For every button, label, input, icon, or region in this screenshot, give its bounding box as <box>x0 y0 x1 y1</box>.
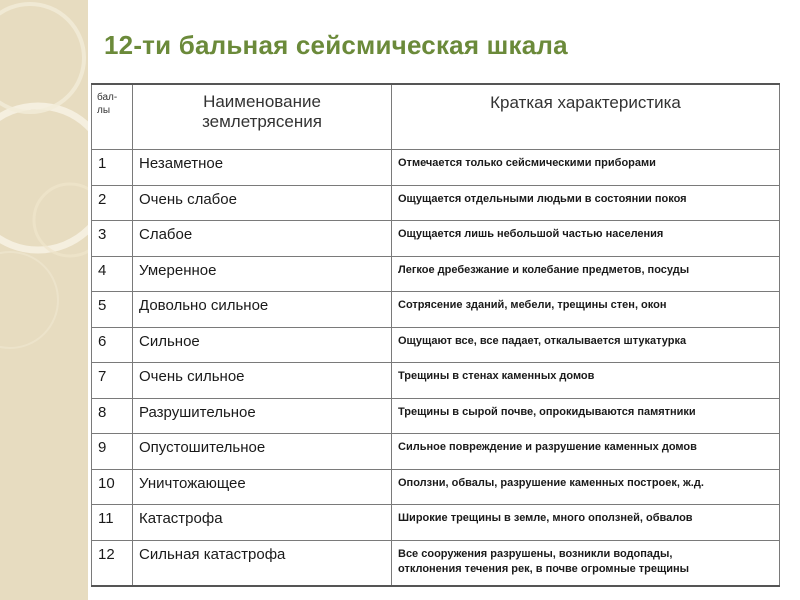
row-score: 5 <box>92 292 133 328</box>
row-name: Довольно сильное <box>133 292 392 328</box>
row-name: Незаметное <box>133 150 392 186</box>
row-description <box>392 150 780 186</box>
row-description-line: Широкие трещины в земле, много оползней, обвалов <box>398 512 693 524</box>
row-description <box>392 185 780 221</box>
table-row <box>92 185 780 221</box>
row-description <box>392 363 780 399</box>
row-description <box>392 398 780 434</box>
row-description-line: Трещины в сырой почве, опрокидываются памятники <box>398 405 696 418</box>
row-description-line: Ощущается лишь небольшой частью населения <box>398 228 664 240</box>
row-description-line: отклонения течения рек, в почве огромные трещины <box>398 562 690 575</box>
row-description-line: Легкое дребезжание и колебание предметов, посуды <box>398 263 690 276</box>
row-score: 2 <box>92 185 133 221</box>
header-name: Наименование землетрясения <box>133 84 392 150</box>
row-name: Очень сильное <box>133 363 392 399</box>
row-name: Очень слабое <box>133 185 392 221</box>
decorative-circles-graphic <box>0 0 88 600</box>
row-description <box>392 256 780 292</box>
row-score: 1 <box>92 150 133 186</box>
row-score: 6 <box>92 327 133 363</box>
row-score: 10 <box>92 469 133 505</box>
row-name: Разрушительное <box>133 398 392 434</box>
row-score: 9 <box>92 434 133 470</box>
row-description <box>392 221 780 257</box>
row-name: Умеренное <box>133 256 392 292</box>
slide-title: 12-ти бальная сейсмическая шкала <box>104 30 568 60</box>
row-description <box>392 327 780 363</box>
row-description-line: Ощущают все, все падает, откалывается штукатурка <box>398 334 687 347</box>
row-score: 11 <box>92 505 133 541</box>
table-row <box>92 505 780 541</box>
header-score: бал- лы <box>92 84 133 150</box>
table-row <box>92 256 780 292</box>
row-score: 12 <box>92 540 133 586</box>
row-name: Опустошительное <box>133 434 392 470</box>
row-score: 8 <box>92 398 133 434</box>
row-score: 4 <box>92 256 133 292</box>
row-score: 3 <box>92 221 133 257</box>
row-name: Катастрофа <box>133 505 392 541</box>
table-row <box>92 221 780 257</box>
decorative-sidebar <box>0 0 88 600</box>
row-description-line: Сотрясение зданий, мебели, трещины стен, окон <box>398 299 667 311</box>
table-row <box>92 327 780 363</box>
row-score: 7 <box>92 363 133 399</box>
table-row <box>92 292 780 328</box>
header-description: Краткая характеристика <box>392 84 780 150</box>
row-description-line: Оползни, обвалы, разрушение каменных построек, ж.д. <box>398 476 704 489</box>
table-row <box>92 363 780 399</box>
row-description-line: Ощущается отдельными людьми в состоянии покоя <box>398 192 687 205</box>
table-row <box>92 469 780 505</box>
row-description <box>392 540 780 586</box>
row-name: Сильная катастрофа <box>133 540 392 586</box>
table-row <box>92 434 780 470</box>
table-header-row <box>92 84 780 150</box>
row-description-line: Отмечается только сейсмическими приборами <box>398 157 656 169</box>
row-name: Сильное <box>133 327 392 363</box>
table-row <box>92 398 780 434</box>
row-description <box>392 505 780 541</box>
table-row <box>92 540 780 586</box>
row-description <box>392 469 780 505</box>
row-description <box>392 434 780 470</box>
table-body <box>92 150 780 586</box>
row-name: Слабое <box>133 221 392 257</box>
row-description-line: Все сооружения разрушены, возникли водопады, <box>398 547 673 560</box>
row-description-line: Сильное повреждение и разрушение каменных домов <box>398 441 697 453</box>
row-name: Уничтожающее <box>133 469 392 505</box>
seismic-scale-table <box>91 83 780 587</box>
table-row <box>92 150 780 186</box>
row-description <box>392 292 780 328</box>
row-description-line: Трещины в стенах каменных домов <box>398 370 595 382</box>
